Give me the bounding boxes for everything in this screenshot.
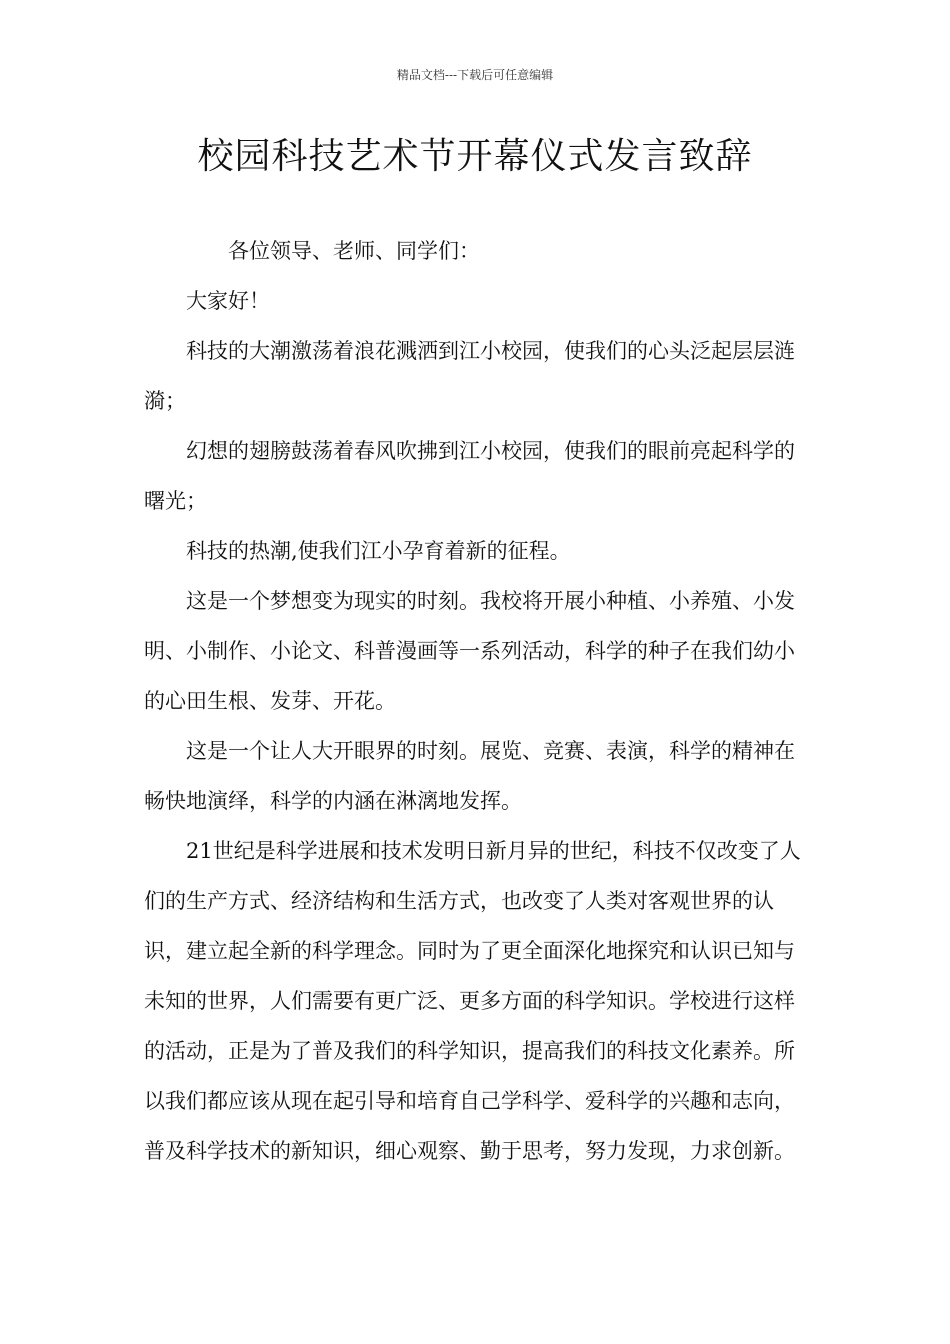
document-body [144,226,808,1176]
paragraph: 21世纪是科学进展和技术发明日新月异的世纪，科技不仅改变了人们的生产方式、经济结构和生活方式，也改变了人类对客观世界的认识，建立起全新的科学理念。同时为了更全面深化地探究和认识已知与未知的世界，人们需要有更广泛、更多方面的科学知识。学校进行这样的活动，正是为了普及我们的科学知识，提高我们的科技文化素养。所以我们都应该从现在起引导和培育自己学科学、爱科学的兴趣和志向，普及科学技术的新知识，细心观察、勤于思考，努力发现，力求创新。 [144,839,801,1163]
paragraph: 科技的热潮,使我们江小孕育着新的征程。 [186,539,571,563]
greeting: 大家好！ [186,289,270,313]
paragraph: 幻想的翅膀鼓荡着春风吹拂到江小校园，使我们的眼前亮起科学的曙光； [144,439,795,513]
document-title: 校园科技艺术节开幕仪式发言致辞 [197,136,753,177]
paragraph: 这是一个让人大开眼界的时刻。展览、竞赛、表演，科学的精神在畅快地演绎，科学的内涵在淋漓地发挥。 [144,739,795,813]
salutation: 各位领导、老师、同学们： [228,239,480,263]
paragraph: 这是一个梦想变为现实的时刻。我校将开展小种植、小养殖、小发明、小制作、小论文、科普漫画等一系列活动，科学的种子在我们幼小的心田生根、发芽、开花。 [144,589,795,713]
paragraph: 科技的大潮激荡着浪花溅洒到江小校园，使我们的心头泛起层层涟漪； [144,339,795,413]
header-note: 精品文档---下载后可任意编辑 [396,68,554,82]
